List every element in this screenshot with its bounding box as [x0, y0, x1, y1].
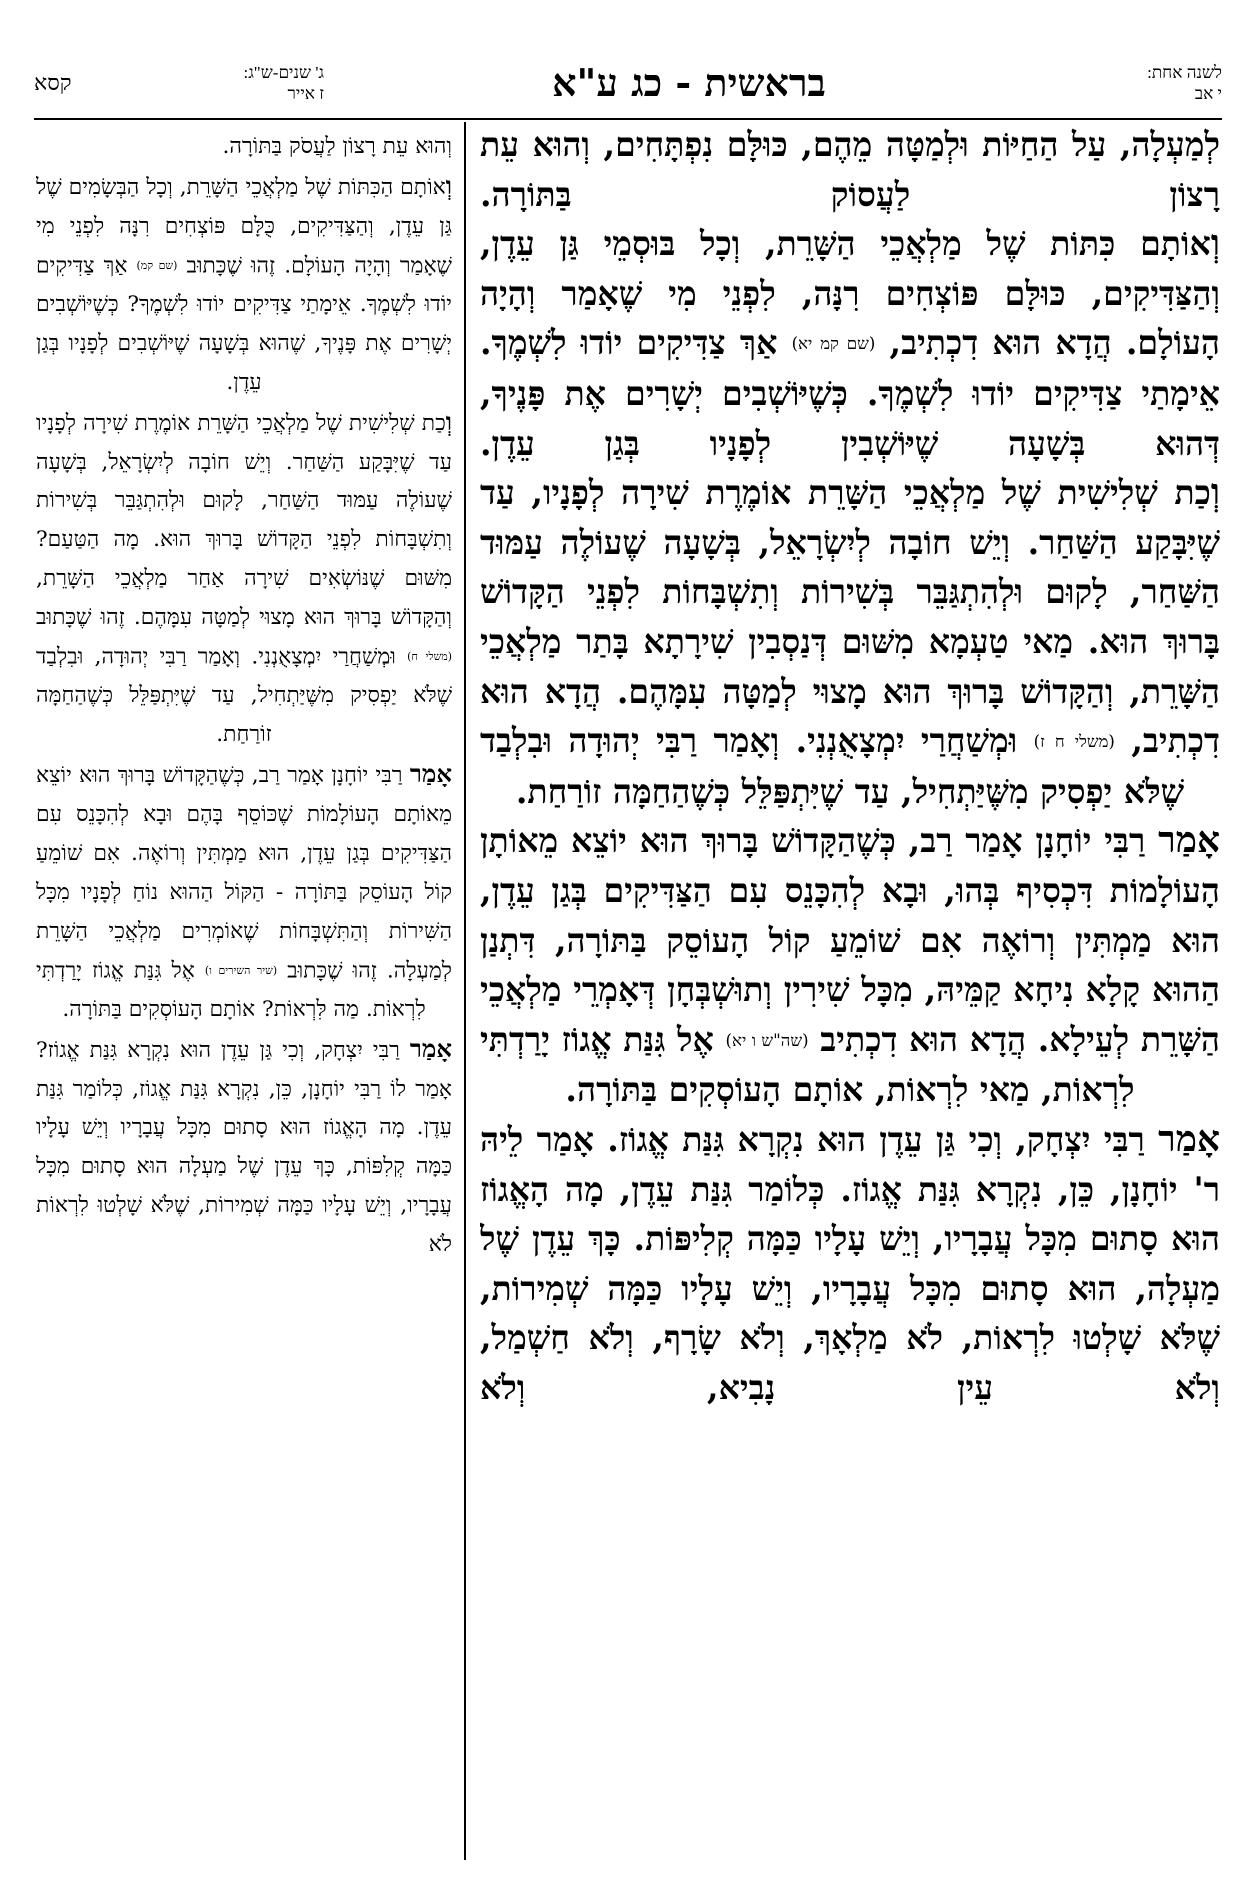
main-p3-text: כַת שְׁלִישִׁית שֶׁל מַלְאֲכֵי הַשָּׁרֵת אוֹמֶרֶת שִׁירָה לְפָנָיו, עַד שֶׁיִּבָּקַע הַשַּׁחַר. וְיֵשׁ חוֹבָה לְיִשְׂרָאֵל, בְּשָׁעָה שֶׁעוֹלֶה עַמּוּד הַשַּׁחַר, לָקוּם וּלְהִתְגַּבֵּר בְּשִׁירוֹת וְתִשְׁבָּחוֹת לִפְנֵי הַקָּדוֹשׁ בָּרוּךְ הוּא. מַאי טַעְמָא מִשּׁוּם דְּנַסְבִין שִׁירָתָא בָּתַר מַלְאֲכֵי הַשָּׁרֵת, וְהַקָּדוֹשׁ בָּרוּךְ הוּא מָצוּי לְמַטָּה עִמָּהֶם. הֲדָא הוּא דִכְתִיב,: [480, 473, 1220, 761]
translation-column: [36, 128, 452, 1858]
page-title: בראשית - כג ע"א: [552, 60, 826, 105]
translation-schedule: [134, 62, 324, 105]
trans-p3-text: כַת שְׁלִישִׁית שֶׁל מַלְאֲכֵי הַשָּׁרֵת אוֹמֶרֶת שִׁירָה לְפָנָיו עַד שֶׁיִּבָּקַע הַשַּׁחַר. וְיֵשׁ חוֹבָה לְיִשְׂרָאֵל, בְּשָׁעָה שֶׁעוֹלֶה עַמּוּד הַשַּׁחַר, לָקוּם וּלְהִתְגַּבֵּר בְּשִׁירוֹת וְתִשְׁבָּחוֹת לִפְנֵי הַקָּדוֹשׁ בָּרוּךְ הוּא. מָה הַטַּעַם? מִשּׁוּם שֶׁנּוֹשְׂאִים שִׁירָה אַחַר מַלְאֲכֵי הַשָּׁרֵת, וְהַקָּדוֹשׁ בָּרוּךְ הוּא מָצוּי לְמַטָּה עִמָּהֶם. זֶהוּ שֶׁכָּתוּב: [36, 410, 452, 631]
main-p3-text2: וּמְשַׁחֲרַי יִמְצָאֻנְנִי. וְאָמַר רַבִּי יְהוּדָה וּבִלְבַד שֶׁלֹּא יַפְסִיק מִשֶּׁיַּתְחִיל, עַד שֶׁיִּתְפַּלֵּל כְּשֶׁהַחַמָּה זוֹרַחַת.: [480, 721, 1185, 811]
main-p2-opener: וְ: [1210, 222, 1220, 265]
trans-p1-text: וְהוּא עֵת רָצוֹן לַעֲסֹק בַּתּוֹרָה.: [222, 134, 452, 159]
trans-p4-citation: (שיר השירים ו): [204, 963, 278, 977]
main-paragraph-4: [480, 816, 1220, 1115]
trans-paragraph-3: [36, 403, 452, 755]
main-p2-text2: אַךְ צַדִּיקִים יוֹדוּ לִשְׁמֶךָ. אֵימָתַי צַדִּיקִים יוֹדוּ לִשְׁמֶךָ. כְּשֶׁיּוֹשְׁבִים יְשָׁרִים אֶת פָּנֶיךָ, דְּהוּא בְּשָׁעָה שֶׁיּוֹשְׁבִין לְפָנָיו בְּגַן עֵדֶן.: [480, 323, 1220, 463]
main-p1-text: לְמַעְלָה, עַל הַחַיּוֹת וּלְמַטָּה מֵהֶם, כּוּלָּם נִפְתָּחִים, וְהוּא עֵת רָצוֹן לַעֲסוֹק בַּתּוֹרָה.: [480, 125, 1220, 214]
schedule-line1: לשנה אחת:: [1147, 63, 1222, 82]
main-p3-citation: (משלי ח ז): [1033, 732, 1115, 752]
main-p3-opener: וְ: [1210, 471, 1220, 514]
main-p5-text: רַבִּי יִצְחָק, וְכִי גַּן עֵדֶן הוּא נִקְרָא גִּנַּת אֱגוֹז. אָמַר לֵיהּ ר' יוֹחָנָן, כֵּן, נִקְרָא גִּנַּת אֱגוֹז. כְּלוֹמַר גִּנַּת עֵדֶן, מָה הָאֱגוֹז הוּא סָתוּם מִכָּל עֲבָרָיו, וְיֵשׁ עָלָיו כַּמָּה קְלִיפּוֹת. כָּךְ עֵדֶן שֶׁל מַעְלָה, הוּא סָתוּם מִכָּל עֲבָרָיו, וְיֵשׁ עָלָיו כַּמָּה שְׁמִירוֹת, שֶׁלֹּא שָׁלְטוּ לִרְאוֹת, לֹא מַלְאָךְ, וְלֹא שָׂרָף, וְלֹא חַשְׁמַל, וְלֹא עֵין נָבִיא, וְלֹא: [480, 1119, 1220, 1407]
trans-p3-opener: וְ: [445, 406, 452, 436]
trans-p5-text: רַבִּי יִצְחָק, וְכִי גַּן עֵדֶן הוּא נִקְרָא גִּנַּת אֱגוֹז? אָמַר לוֹ רַבִּי יוֹחָנָן, כֵּן, נִקְרָא גִּנַּת אֱגוֹז, כְּלוֹמַר גִּנַּת עֵדֶן. מָה הָאֱגוֹז הוּא סָתוּם מִכָּל עֲבָרָיו וְיֵשׁ עָלָיו כַּמָּה קְלִפּוֹת, כָּךְ עֵדֶן שֶׁל מַעְלָה הוּא סָתוּם מִכָּל עֲבָרָיו, וְיֵשׁ עָלָיו כַּמָּה שְׁמִירוֹת, שֶׁלֹּא שָׁלְטוּ לִרְאוֹת לֹא: [36, 1037, 452, 1258]
reading-schedule: [1072, 62, 1222, 105]
trans-p4-text: רַבִּי יוֹחָנָן אָמַר רַב, כְּשֶׁהַקָּדוֹשׁ בָּרוּךְ הוּא יוֹצֵא מֵאוֹתָם הָעוֹלָמוֹת שֶׁכּוֹסֵף בָּהֶם וּבָא לְהִכָּנֵס עִם הַצַּדִּיקִים בְּגַן עֵדֶן, הוּא מַמְתִּין וְרוֹאֶה. אִם שׁוֹמֵעַ קוֹל הָעוֹסֵק בַּתּוֹרָה - הַקּוֹל הַהוּא נוֹחַ לְפָנָיו מִכָּל הַשִּׁירוֹת וְהַתִּשְׁבָּחוֹת שֶׁאוֹמְרִים מַלְאֲכֵי הַשָּׁרֵת לְמַעְלָה. זֶהוּ שֶׁכָּתוּב: [36, 763, 452, 983]
trans-paragraph-4: [36, 755, 452, 1030]
translation-ref-line1: ג' שנים-ש"ג:: [243, 63, 324, 82]
main-p2-citation: (שם קמ יא): [791, 334, 876, 354]
trans-p2-text: אוֹתָם הַכִּתּוֹת שֶׁל מַלְאֲכֵי הַשָּׁרֵת, וְכָל הַבְּשָׂמִים שֶׁל גַּן עֵדֶן, וְהַצַּדִּיקִים, כֻּלָּם פּוֹצְחִים רִנָּה לִפְנֵי מִי שֶׁאָמַר וְהָיָה הָעוֹלָם. זֶהוּ שֶׁכָּתוּב: [36, 174, 452, 278]
trans-p2-opener: וְ: [445, 170, 452, 200]
trans-p5-opener: אָמַר: [409, 1033, 452, 1063]
folio-number: קסא: [34, 70, 72, 95]
column-divider: [464, 122, 466, 1860]
schedule-line2: י אב: [1194, 84, 1222, 104]
trans-paragraph-1: [36, 128, 452, 167]
main-p5-opener: אָמַר: [1158, 1117, 1220, 1160]
main-p4-opener: אָמַר: [1158, 819, 1220, 862]
trans-paragraph-5: [36, 1030, 452, 1265]
trans-p2-citation: (שם קמ): [136, 258, 178, 272]
main-p4-citation: (שה"ש ו יא): [725, 1030, 809, 1050]
header-left: [34, 62, 324, 104]
page-header: [34, 62, 1222, 114]
trans-p3-text2: וּמְשַׁחֲרַי יִמְצָאֻנְנִי. וְאָמַר רַבִּי יְהוּדָה, וּבִלְבַד שֶׁלֹּא יַפְסִיק מִשֶּׁיַּתְחִיל, עַד שֶׁיִּתְפַּלֵּל כְּשֶׁהַחַמָּה זוֹרַחַת.: [36, 644, 452, 748]
main-p2-text: אוֹתָם כִּתּוֹת שֶׁל מַלְאֲכֵי הַשָּׁרֵת, וְכָל בּוּסְמֵי גַּן עֵדֶן, וְהַצַּדִּיקִים, כּוּלָּם פּוֹצְחִים רִנָּה, לִפְנֵי מִי שֶׁאָמַר וְהָיָה הָעוֹלָם. הֲדָא הוּא דִכְתִיב,: [480, 224, 1220, 363]
trans-p4-opener: אָמַר: [409, 759, 452, 789]
trans-p2-text2: אַךְ צַדִּיקִים יוֹדוּ לִשְׁמֶךָ. אֵימָתַי צַדִּיקִים יוֹדוּ לִשְׁמֶךָ? כְּשֶׁיּוֹשְׁבִים יְשָׁרִים אֶת פָּנֶיךָ, שֶׁהוּא בְּשָׁעָה שֶׁיּוֹשְׁבִים לְפָנָיו בְּגַן עֵדֶן.: [36, 252, 452, 395]
main-p4-text: רַבִּי יוֹחָנָן אָמַר רַב, כְּשֶׁהַקָּדוֹשׁ בָּרוּךְ הוּא יוֹצֵא מֵאוֹתָן הָעוֹלָמוֹת דִּכְסִיף בְּהוּ, וּבָא לְהִכָּנֵס עִם הַצַּדִּיקִים בְּגַן עֵדֶן, הוּא מַמְתִּין וְרוֹאֶה אִם שׁוֹמֵעַ קוֹל הָעוֹסֵק בַּתּוֹרָה, דִּתְנַן הַהוּא קָלָא נִיחָא קַמֵּיהּ, מִכָּל שִׁירִין וְתוּשְׁבְּחָן דְּאָמְרֵי מַלְאֲכֵי הַשָּׁרֵת לְעֵילָא. הֲדָא הוּא דִכְתִיב: [480, 821, 1220, 1059]
trans-paragraph-2: [36, 167, 452, 403]
main-paragraph-3: [480, 468, 1220, 816]
trans-p3-citation: (משלי ח): [407, 650, 452, 664]
trans-p4-text2: אֶל גִּנַּת אֱגוֹז יָרַדְתִּי לִרְאוֹת. מַה לִּרְאוֹת? אוֹתָם הָעוֹסְקִים בַּתּוֹרָה.: [36, 957, 426, 1022]
main-paragraph-2: [480, 219, 1220, 468]
main-text-column: [480, 120, 1220, 1862]
main-paragraph-5: [480, 1115, 1220, 1413]
main-p4-text2: אֶל גִּנַּת אֱגוֹז יָרַדְתִּי לִרְאוֹת, מַאי לִרְאוֹת, אוֹתָם הָעוֹסְקִים בַּתּוֹרָה.: [480, 1019, 1135, 1110]
translation-ref-line2: ז אייר: [287, 84, 324, 104]
main-paragraph-1: [480, 120, 1220, 219]
